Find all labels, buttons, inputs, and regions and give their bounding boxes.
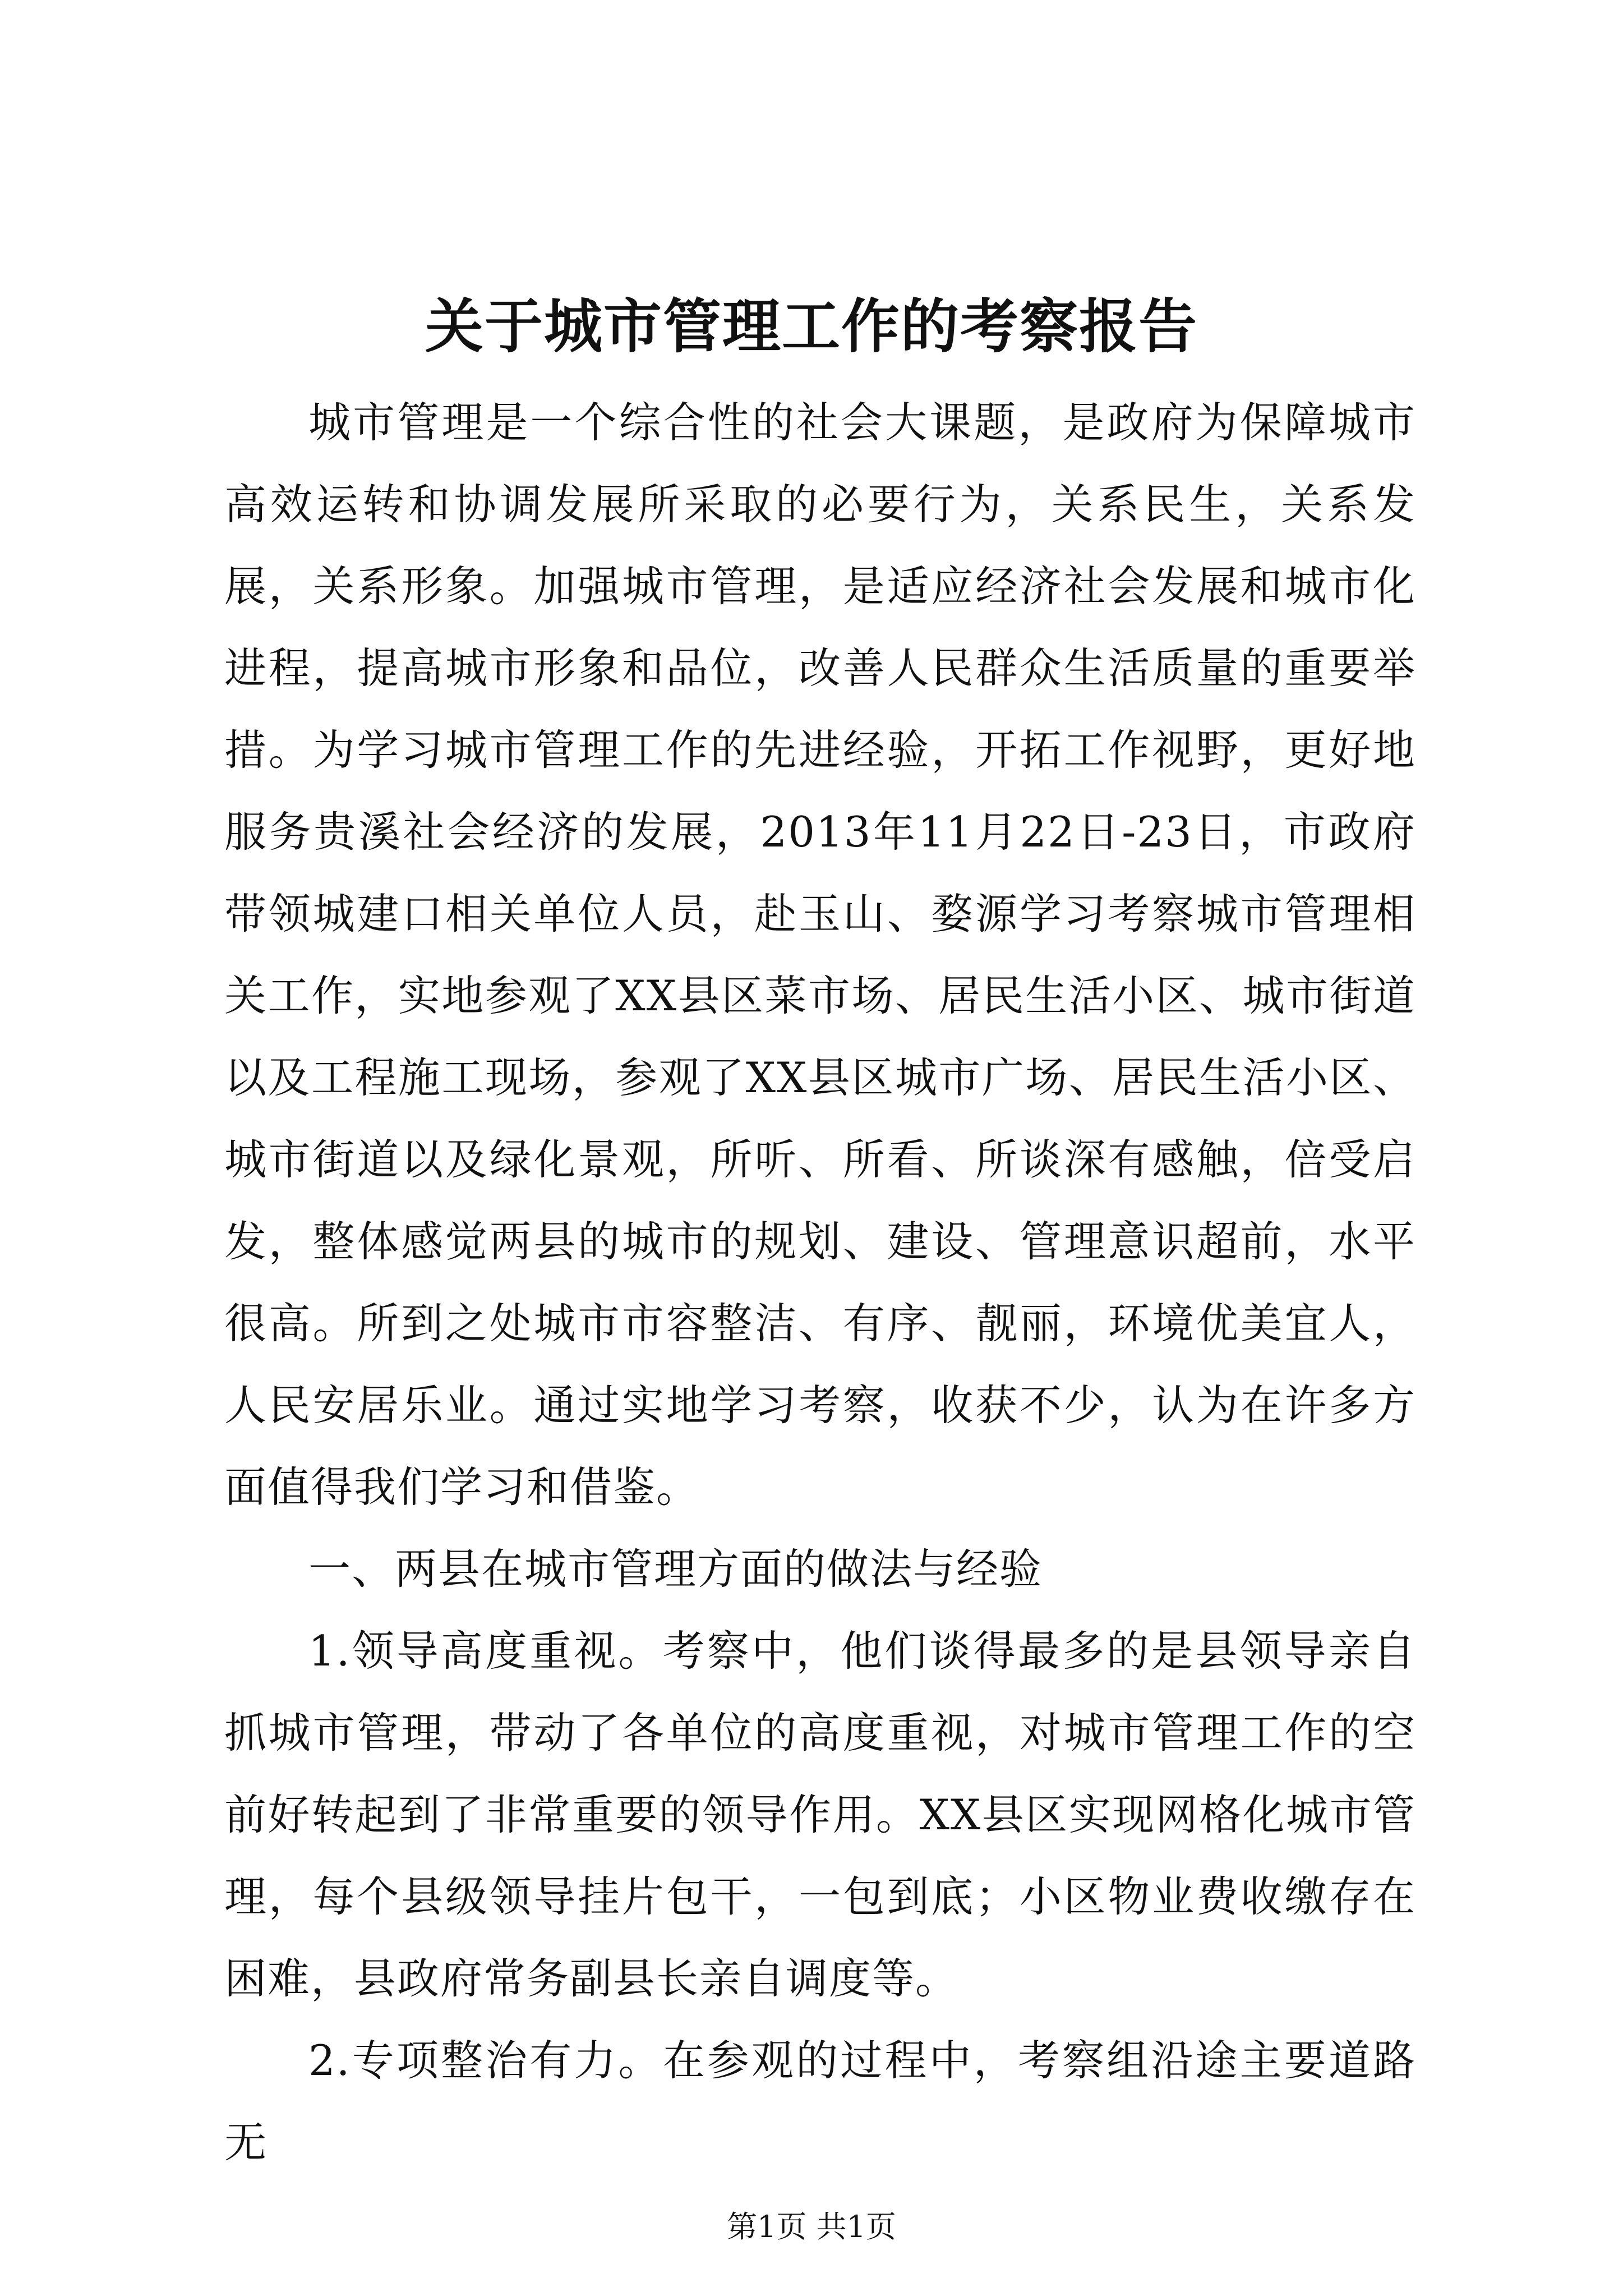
paragraph-intro: 城市管理是一个综合性的社会大课题，是政府为保障城市高效运转和协调发展所采取的必要行为，关系民生，关系发展，关系形象。加强城市管理，是适应经济社会发展和城市化进程，提高城市形象和品位，改善人民群众生活质量的重要举措。为学习城市管理工作的先进经验，开拓工作视野，更好地服务贵溪社会经济的发展，2013年11月22日-23日，市政府带领城建口相关单位人员，赴玉山、婺源学习考察城市管理相关工作，实地参观了XX县区菜市场、居民生活小区、城市街道以及工程施工现场，参观了XX县区城市广场、居民生活小区、城市街道以及绿化景观，所听、所看、所谈深有感触，倍受启发，整体感觉两县的城市的规划、建设、管理意识超前，水平很高。所到之处城市市容整洁、有序、靓丽，环境优美宜人，人民安居乐业。通过实地学习考察，收获不少，认为在许多方面值得我们学习和借鉴。 [224, 398, 1416, 1512]
document-title: 关于城市管理工作的考察报告 [425, 292, 1198, 361]
paragraph-point-2: 2.专项整治有力。在参观的过程中，考察组沿途主要道路无 [224, 2036, 1416, 2167]
section-heading: 一、两县在城市管理方面的做法与经验 [308, 1544, 1043, 1594]
document-body [224, 381, 1416, 2183]
page-footer: 第1页 共1页 [727, 2209, 896, 2244]
paragraph-point-1: 1.领导高度重视。考察中，他们谈得最多的是县领导亲自抓城市管理，带动了各单位的高度重视，对城市管理工作的空前好转起到了非常重要的领导作用。XX县区实现网格化城市管理，每个县级领导挂片包干，一包到底；小区物业费收缴存在困难，县政府常务副县长亲自调度等。 [224, 1626, 1416, 2003]
